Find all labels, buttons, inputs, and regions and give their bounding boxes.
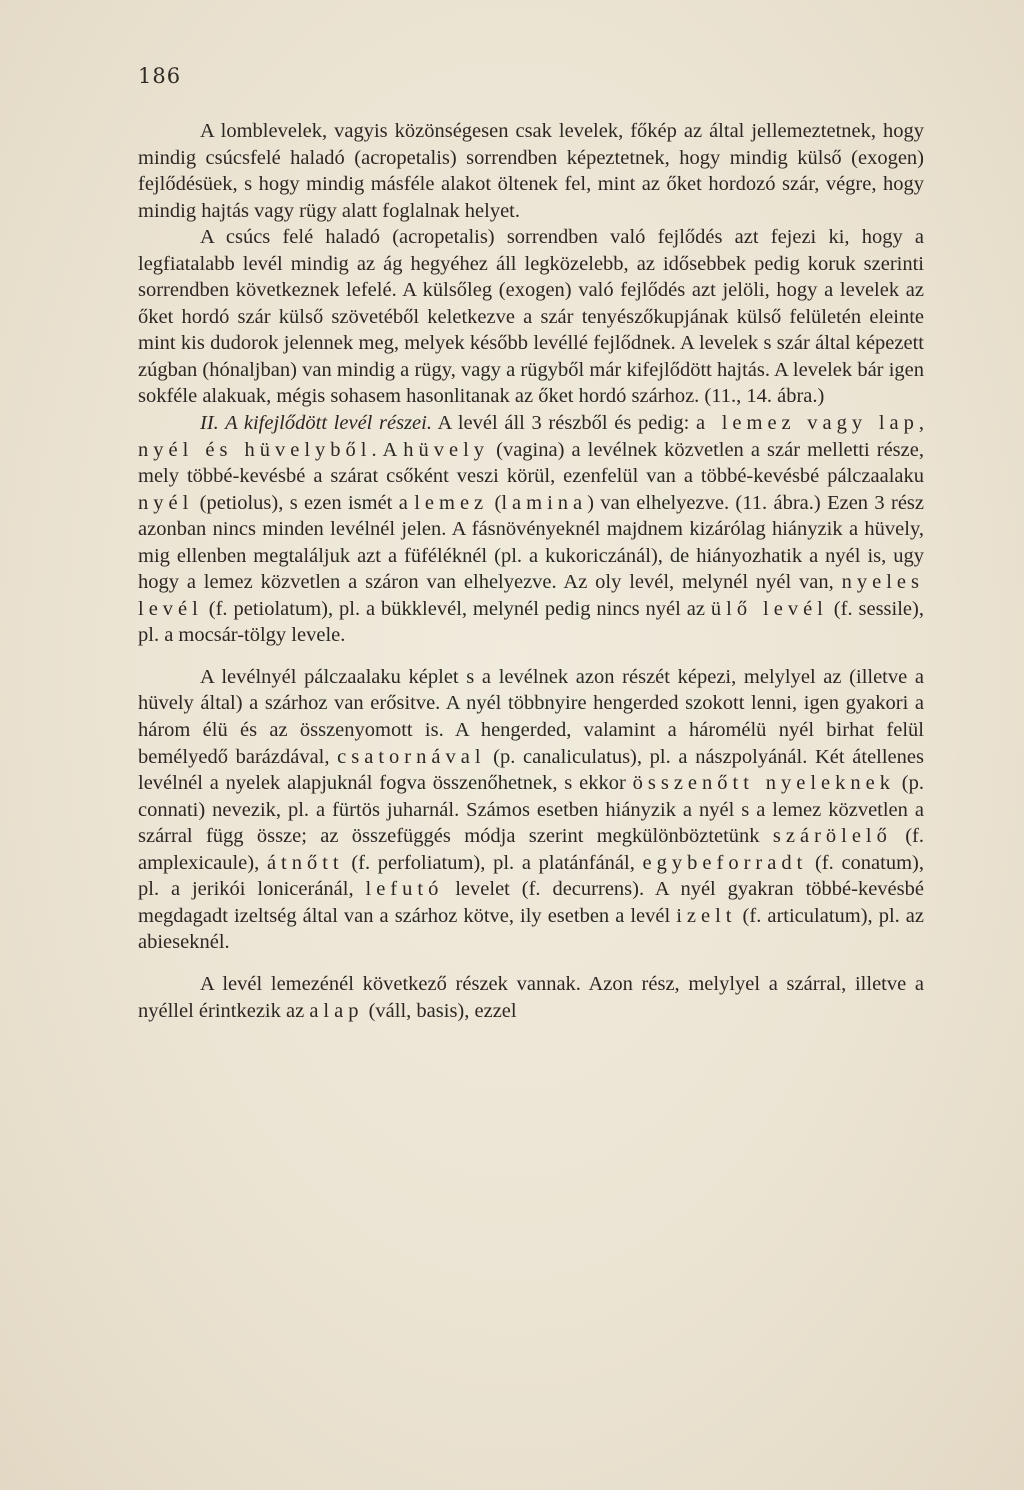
spaced-term: alap bbox=[309, 999, 364, 1022]
text-run: (p. connati) nevezik, pl. a fürtös juharnál. Számos esetben hiányzik a nyél s a lemez közvetlen a szárral függ össze; az összefüggés módja szerint megkülönböztetünk bbox=[138, 772, 925, 848]
text-run: . A bbox=[371, 438, 404, 461]
text-run: (p. canaliculatus), pl. a nászpolyánál. Két átellenes levélnél a nyelek alapjuknál fogva összenőhetnek, s ekkor bbox=[138, 745, 924, 795]
spaced-term: lamina bbox=[501, 491, 588, 514]
text-run: A lomblevelek, vagyis közönségesen csak levelek, főkép az által jellemeztetnek, hogy mindig csúcsfelé haladó (acropetalis) sorrendben képeztetnek, hogy mindig külső (exogen) fejlődésüek, s hogy mindig másféle alakot öltenek fel, mint az őket hordozó szár, végre, hogy mindig hajtás vagy rügy alatt foglalnak helyet. bbox=[138, 120, 924, 222]
spaced-term: átnőtt bbox=[266, 851, 344, 874]
text-run: (f. conatum), pl. a jerikói loniceránál, bbox=[138, 851, 924, 901]
spaced-term: ülő levél bbox=[710, 597, 828, 620]
body-text bbox=[138, 118, 924, 1024]
text-run: (f. petiolatum), pl. a bükklevél, melynél pedig nincs nyél az bbox=[202, 597, 711, 620]
text-run: (f. sessile), pl. a mocsár-tölgy levele. bbox=[138, 597, 924, 647]
text-run: levelet (f. decurrens). A nyél gyakran többé-kevésbé megdagadt izeltség által van a szárhoz kötve, ily esetben a levél bbox=[138, 878, 924, 927]
spaced-term: egybeforradt bbox=[642, 851, 808, 874]
text-run: ) van elhelyezve. (11. ábra.) Ezen 3 rész azonban nincs minden levélnél jelen. A fásnövényeknél majdnem kizárólag hiányzik a hüvely, mig ellenben megtaláljuk azt a füféléknél (pl. a kukoriczánál), de hiányozhatik a nyél is, ugy hogy a lemez közvetlen a száron van elhelyezve. Az oly levél, melynél nyél van, bbox=[138, 491, 925, 594]
spaced-term: nyeles levél bbox=[138, 571, 924, 620]
spaced-term: nyél bbox=[138, 491, 194, 514]
spaced-term: nyél és hüvelyből bbox=[138, 438, 372, 461]
spaced-term: csatornával bbox=[337, 745, 486, 768]
spaced-term: szárölelő bbox=[772, 825, 892, 848]
text-run: (petiolus), s ezen ismét a bbox=[193, 491, 415, 514]
spaced-term: izelt bbox=[676, 904, 737, 927]
spaced-term: lefutó bbox=[365, 878, 444, 901]
text-run: A levélnyél pálczaalaku képlet s a levélnek azon részét képezi, melylyel az (illetve a hüvely által) a szárhoz van erősitve. A nyél többnyire hengerded szokott lenni, igen gyakori a három élü és az összenyomott is. A hengerded, valamint a háromélü nyél birhat felül bemélyedő barázdával, bbox=[138, 665, 924, 768]
spaced-term: összenőtt nyeleknek bbox=[632, 772, 895, 795]
text-run: (f. articulatum), pl. az abieseknél. bbox=[138, 904, 924, 954]
text-run: , bbox=[918, 412, 924, 435]
paragraph-5 bbox=[138, 971, 924, 1024]
text-run: A levél áll 3 részből és pedig: bbox=[431, 412, 696, 435]
text-run: ( bbox=[488, 491, 502, 514]
paragraph-2 bbox=[138, 224, 924, 410]
paragraph-3 bbox=[138, 410, 924, 649]
text-run: (vagina) a levélnek közvetlen a szár melletti része, mely többé-kevésbé a szárat csőként veszi körül, ezenfelül van a többé-kevésbé pálczaalaku bbox=[138, 438, 924, 488]
paragraph-4 bbox=[138, 664, 924, 956]
text-run: A levél lemezénél következő részek vannak. Azon rész, melylyel a szárral, illetve a nyéllel érintkezik az bbox=[138, 972, 924, 1022]
spaced-term: lemez bbox=[414, 491, 489, 514]
text-run: A csúcs felé haladó (acropetalis) sorrendben való fejlődés azt fejezi ki, hogy a legfiatalabb levél mindig az ág hegyéhez áll legközelebb, az idősebbek pedig koruk szerinti sorrendben következnek lefelé. A külsőleg (exogen) való fejlődés azt jelöli, hogy a levelek az őket hordó szár külső szövetéből keletkezve a szár tenyészőkupjának külső felületén eleinte mint kis dudorok jelennek meg, melyek később levéllé fejlődnek. A levelek s szár által képezett zúgban (hónaljban) van mindig a rügy, vagy a rügyből már kifejlődött hajtás. A levelek bár igen sokféle alakuak, mégis sohasem hasonlitanak az őket hordó szárhoz. (11., 14. ábra.) bbox=[138, 226, 924, 408]
spaced-term: a lemez vagy lap bbox=[695, 412, 919, 435]
text-run: (f. amplexicaule), bbox=[138, 825, 924, 874]
text-run: (f. perfoliatum), pl. a platánfánál, bbox=[343, 851, 643, 874]
text-run: (váll, basis), ezzel bbox=[363, 999, 517, 1022]
paragraph-1 bbox=[138, 118, 924, 224]
spaced-term: hüvely bbox=[403, 438, 490, 461]
section-heading: II. A kifejlődött levél részei. bbox=[200, 412, 432, 435]
page-number: 186 bbox=[138, 64, 182, 88]
